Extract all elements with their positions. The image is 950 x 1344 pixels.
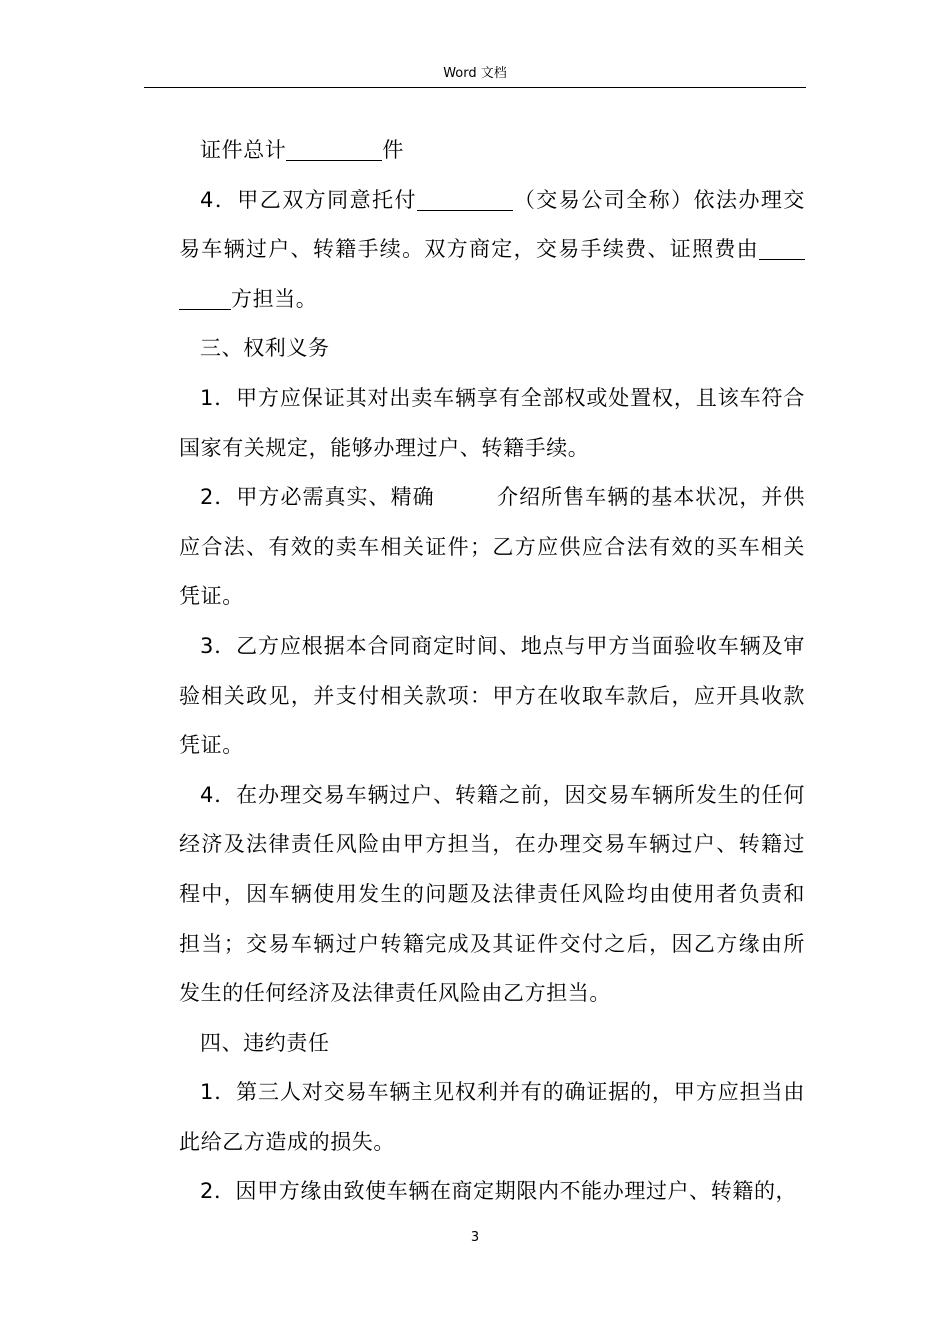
blank-company-name [417, 184, 513, 211]
paragraph-breach-clause-1: 1．第三人对交易车辆主见权利并有的确证据的，甲方应担当由此给乙方造成的损失。 [179, 1080, 805, 1154]
text-rights-clause-2-end: 介绍所售车辆的基本状况，并供应合法、有效的卖车相关证件；乙方应供应合法有效的买车相关凭证。 [179, 485, 805, 609]
header-divider [144, 87, 806, 88]
text-rights-clause-2-start: 2．甲方必需真实、精确 [200, 485, 435, 510]
paragraph-certificate-total [179, 126, 805, 176]
blank-certificate-count [286, 134, 382, 161]
blank-fee-party [759, 233, 805, 260]
section-heading-rights-obligations: 三、权利义务 [200, 336, 330, 361]
paragraph-rights-clause-3: 3．乙方应根据本合同商定时间、地点与甲方当面验收车辆及审验相关政见，并支付相关款项：甲方在收取车款后，应开具收款凭证。 [179, 633, 805, 758]
page-header [144, 64, 806, 84]
text-certificate-unit: 件 [382, 138, 405, 162]
text-certificate-total: 证件总计 [200, 138, 287, 162]
paragraph-rights-clause-4: 4．在办理交易车辆过户、转籍之前，因交易车辆所发生的任何经济及法律责任风险由甲方担当，在办理交易车辆过户、转籍过程中，因车辆使用发生的问题及法律责任风险均由使用者负责和担当；交易车辆过户转籍完成及其证件交付之后，因乙方缘由所发生的任何经济及法律责任风险由乙方担当。 [179, 782, 805, 1006]
text-clause-4-end: 方担当。 [231, 286, 318, 311]
paragraph-rights-clause-2 [179, 473, 805, 622]
header-title: Word 文档 [443, 66, 507, 81]
page-footer [0, 1229, 950, 1247]
document-body [179, 126, 805, 1217]
paragraph-clause-4-entrust [179, 176, 805, 325]
text-clause-4-start: 4．甲乙双方同意托付 [200, 187, 417, 212]
page-number: 3 [470, 1230, 480, 1245]
paragraph-breach-clause-2: 2．因甲方缘由致使车辆在商定期限内不能办理过户、转籍的， [200, 1179, 798, 1204]
section-heading-breach-liability: 四、违约责任 [200, 1030, 330, 1055]
paragraph-rights-clause-1: 1．甲方应保证其对出卖车辆享有全部权或处置权，且该车符合国家有关规定，能够办理过户、转籍手续。 [179, 385, 805, 460]
text-clause-4-middle: （交易公司全称）依法办理交易车辆过户、转籍手续。双方商定，交易手续费、证照费由 [179, 187, 805, 262]
blank-fee-party-continued [179, 283, 231, 310]
